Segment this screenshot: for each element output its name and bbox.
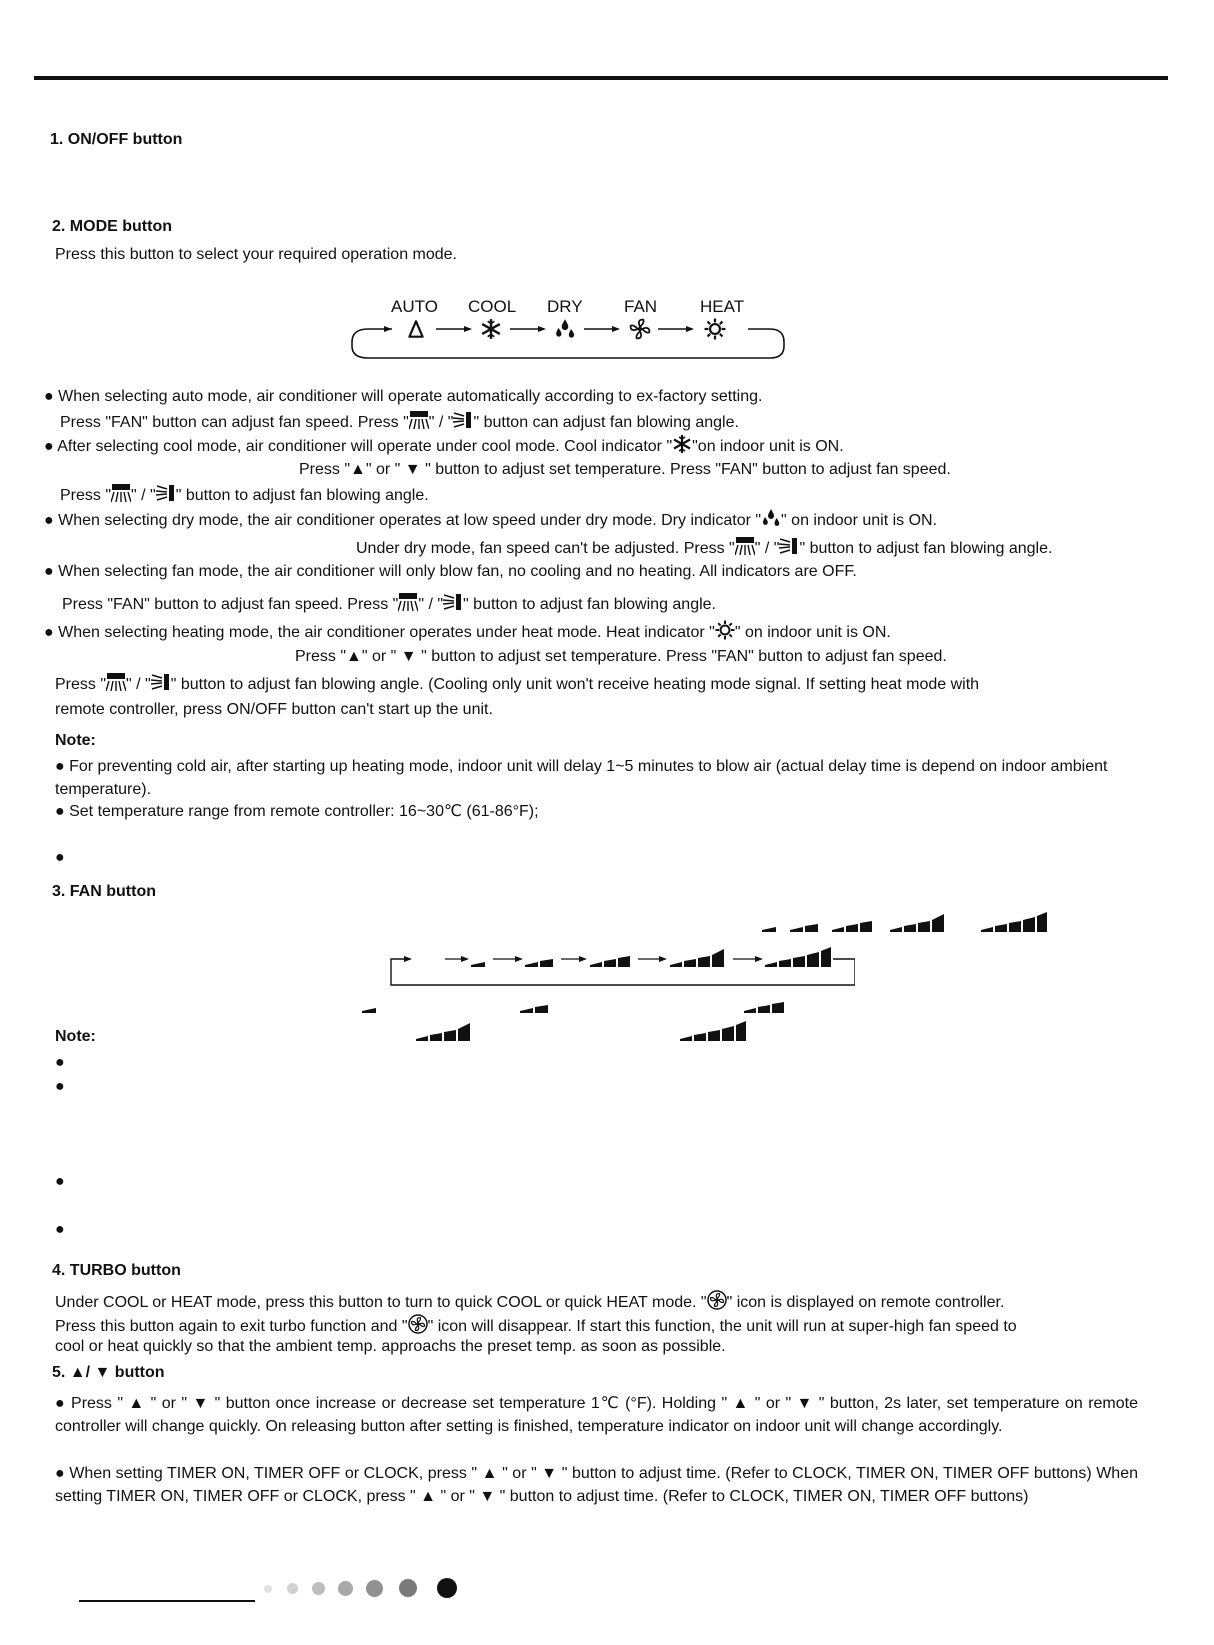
fan-note-bullet-3: ● [55, 1173, 65, 1190]
auto-icon [409, 321, 422, 336]
dry-mode-line: ● When selecting dry mode, the air conditioner operates at low speed under dry mode. Dry indicator " " on indoor unit is ON. [44, 508, 937, 531]
empty-bullet: ● [55, 849, 65, 866]
fan-speed-4-icon [890, 914, 944, 932]
turbo-line-1: Under COOL or HEAT mode, press this button to turn to quick COOL or quick HEAT mode. " " icon is displayed on remote controller. [55, 1290, 1004, 1313]
snowflake-icon [482, 319, 500, 339]
mode-note-title: Note: [55, 732, 96, 749]
fan-mode-line: ● When selecting fan mode, the air conditioner will only blow fan, no cooling and no heating. All indicators are OFF. [44, 563, 857, 580]
mode-label-heat: HEAT [700, 297, 745, 316]
section-onoff-title: 1. ON/OFF button [50, 131, 183, 148]
sun-icon [705, 319, 726, 340]
mode-label-cool: COOL [468, 297, 517, 316]
swing-vertical-icon [409, 410, 429, 430]
turbo-line-3: cool or heat quickly so that the ambient temp. approachs the preset temp. as soon as possible. [55, 1338, 726, 1355]
dry-mode-line-2: Under dry mode, fan speed can't be adjusted. Press " " / " " button to adjust fan blowing angle. [356, 536, 1052, 559]
mode-intro: Press this button to select your required operation mode. [55, 246, 457, 263]
mode-note-1: ● For preventing cold air, after starting up heating mode, indoor unit will delay 1~5 minutes to blow air (actual delay time is depend on indoor ambient temperature). [55, 758, 1108, 798]
mode-note-2: ● Set temperature range from remote controller: 16~30℃ (61-86°F); [55, 803, 539, 820]
auto-mode-line: ● When selecting auto mode, air conditioner will operate automatically according to ex-factory setting. [44, 388, 763, 405]
updown-para-2: ● When setting TIMER ON, TIMER OFF or CLOCK, press " ▲ " or " ▼ " button to adjust time. (Refer to CLOCK, TIMER ON, TIMER OFF buttons) When setting TIMER ON, TIMER OFF or CLOCK, press " ▲ " or " ▼ " button to adjust time. (Refer to CLOCK, TIMER ON, TIMER OFF buttons) [55, 1465, 1138, 1505]
section-mode-title: 2. MODE button [52, 218, 172, 235]
swing-horizontal-icon [443, 592, 463, 612]
turbo-line-2: Press this button again to exit turbo function and " " icon will disappear. If start this function, the unit will run at super-high fan speed to [55, 1314, 1017, 1337]
fan-note-bullet-2: ● [55, 1078, 65, 1095]
swing-vertical-icon [111, 483, 131, 503]
mode-label-dry: DRY [547, 297, 583, 316]
mode-label-fan: FAN [624, 297, 658, 316]
fan-speed-5-icon [981, 912, 1047, 932]
turbo-icon [707, 1290, 727, 1310]
heat-mode-line-4: remote controller, press ON/OFF button can't start up the unit. [55, 701, 493, 718]
fan-icon [631, 320, 650, 339]
mode-label-auto: AUTO [391, 297, 438, 316]
swing-vertical-icon [106, 672, 126, 692]
sun-icon [715, 620, 735, 640]
auto-mode-line-2: Press "FAN" button can adjust fan speed. Press " " / " " button can adjust fan blowing angle. [60, 410, 739, 433]
cool-mode-line-3: Press " " / " " button to adjust fan blowing angle. [60, 483, 429, 506]
updown-para-1: ● Press " ▲ " or " ▼ " button once increase or decrease set temperature 1℃ (°F). Holding " ▲ " or " ▼ " button, 2s later, set temperature on remote controller will change quickly. On releasing button after setting is finished, temperature indicator on indoor unit will change accordingly. [55, 1395, 1138, 1435]
fan-note-title: Note: [55, 1028, 96, 1045]
fan-mode-line-2: Press "FAN" button to adjust fan speed. Press " " / " " button to adjust fan blowing angle. [62, 592, 716, 615]
fan-speed-cycle-diagram [385, 945, 855, 987]
swing-vertical-icon [398, 592, 418, 612]
dry-drops-icon [556, 319, 574, 338]
section-turbo-title: 4. TURBO button [52, 1262, 181, 1279]
turbo-icon [408, 1314, 428, 1334]
swing-horizontal-icon [779, 536, 799, 556]
cool-mode-line-2: Press "▲" or " ▼ " button to adjust set temperature. Press "FAN" button to adjust fan speed. [299, 461, 951, 478]
snowflake-icon [672, 434, 692, 454]
swing-horizontal-icon [156, 483, 176, 503]
fan-speed-1-icon [762, 927, 776, 932]
heat-mode-line: ● When selecting heating mode, the air conditioner operates under heat mode. Heat indicator " " on indoor unit is ON. [44, 620, 891, 643]
fan-speed-3-icon [832, 921, 872, 932]
footer-rule [79, 1600, 255, 1602]
fan-note-bullet-4: ● [55, 1221, 65, 1238]
swing-horizontal-icon [453, 410, 473, 430]
fan-note-bullet-1: ● [55, 1054, 65, 1071]
fan-speed-2-icon [790, 924, 818, 932]
dry-drops-icon [761, 508, 781, 528]
fan-speed-legend-glyphs [360, 993, 800, 1041]
section-fan-title: 3. FAN button [52, 883, 156, 900]
section-updown-title: 5. ▲/ ▼ button [52, 1364, 165, 1381]
top-rule [34, 76, 1168, 80]
swing-vertical-icon [735, 536, 755, 556]
swing-horizontal-icon [151, 672, 171, 692]
cool-mode-line: ● After selecting cool mode, air conditioner will operate under cool mode. Cool indicator " "on indoor unit is ON. [44, 434, 844, 457]
fan-speed-levels-row [760, 910, 1060, 934]
heat-mode-line-3: Press " " / " " button to adjust fan blowing angle. (Cooling only unit won't receive heating mode signal. If setting heat mode with [55, 672, 979, 695]
heat-mode-line-2: Press "▲" or " ▼ " button to adjust set temperature. Press "FAN" button to adjust fan speed. [295, 648, 947, 665]
mode-cycle-arrows [348, 318, 788, 370]
